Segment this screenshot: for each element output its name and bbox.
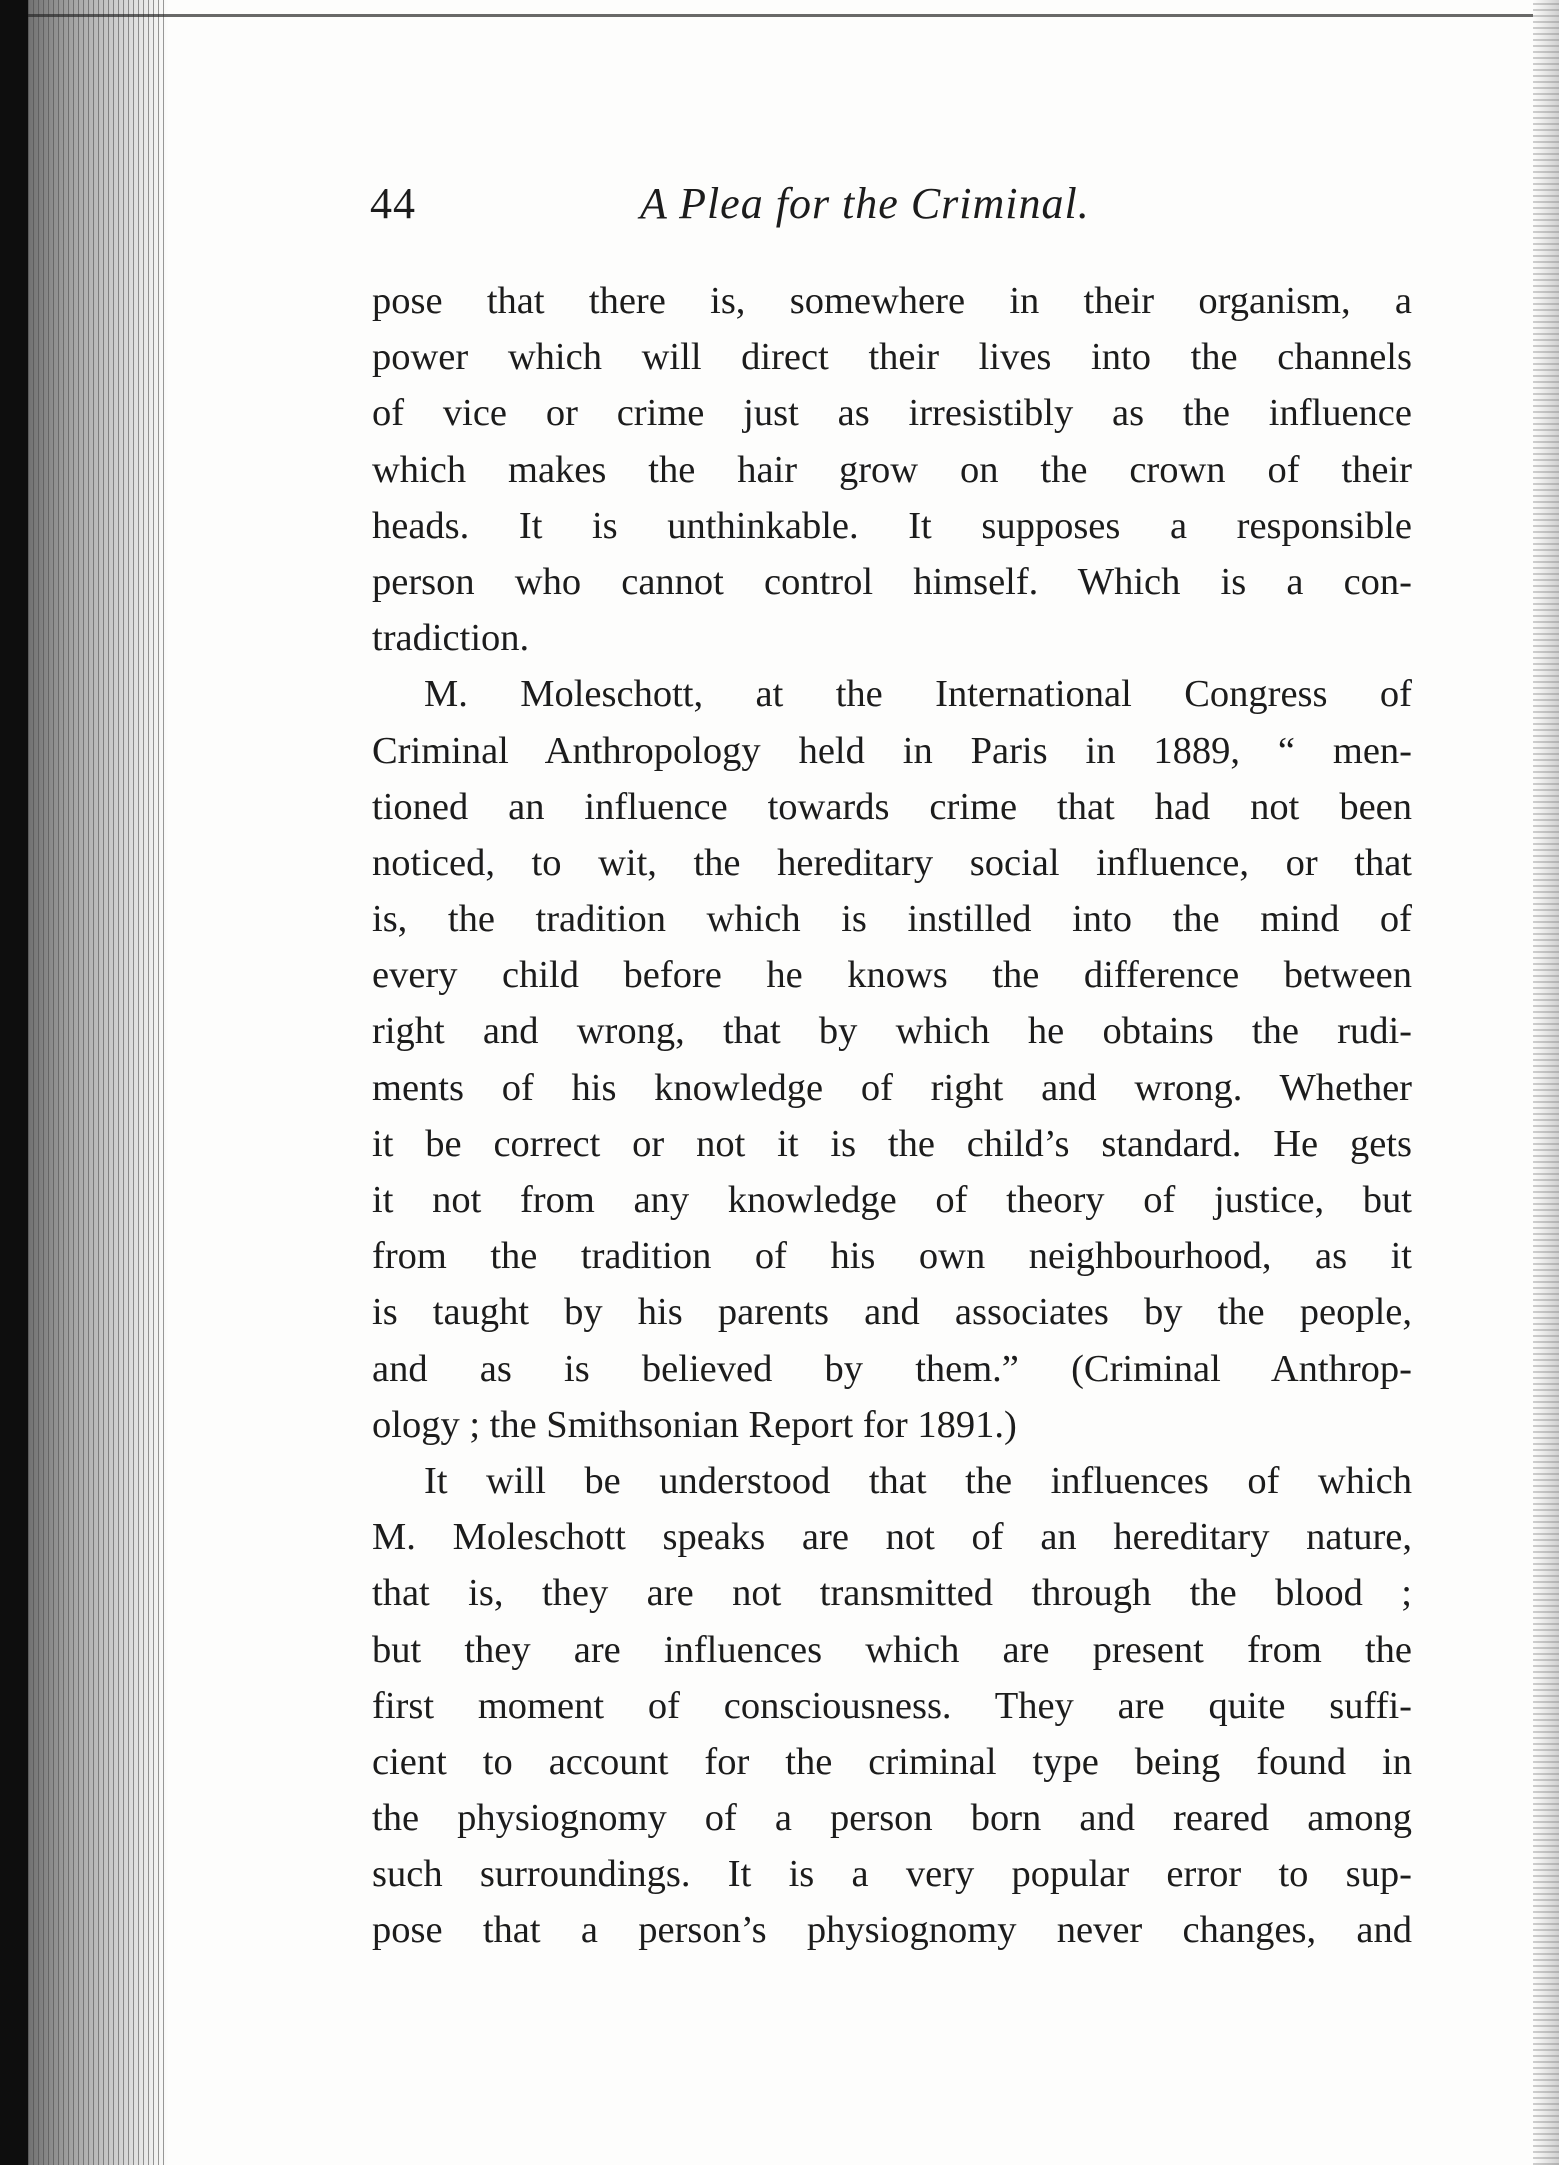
text-line: pose that there is, somewhere in their organism, a <box>372 280 1412 322</box>
text-line: but they are influences which are present from the <box>372 1628 1412 1671</box>
text-line: cient to account for the criminal type being found in <box>372 1740 1412 1783</box>
paragraph <box>372 1453 1412 1959</box>
body-text <box>372 273 1412 1959</box>
text-line: such surroundings. It is a very popular error to sup- <box>372 1853 1412 1896</box>
text-line: and as is believed by them.” (Criminal Anthrop- <box>372 1347 1412 1390</box>
text-line: the physiognomy of a person born and reared among <box>372 1797 1412 1840</box>
text-line: heads. It is unthinkable. It supposes a responsible <box>372 504 1412 547</box>
top-edge-rule <box>28 14 1533 17</box>
text-line: is, the tradition which is instilled into the mind of <box>372 898 1412 941</box>
running-header <box>370 178 1450 248</box>
text-line: power which will direct their lives into the channels <box>372 336 1412 379</box>
text-line: every child before he knows the difference between <box>372 954 1412 997</box>
text-line: right and wrong, that by which he obtains the rudi- <box>372 1010 1412 1053</box>
text-line: Criminal Anthropology held in Paris in 1889, “ men- <box>372 729 1412 772</box>
paragraph <box>372 273 1412 666</box>
text-line: person who cannot control himself. Which is a con- <box>372 560 1412 603</box>
text-line: It will be understood that the influences of which <box>424 1459 1412 1502</box>
text-line: M. Moleschott, at the International Congress of <box>424 673 1412 716</box>
text-line: which makes the hair grow on the crown of their <box>372 448 1412 491</box>
text-line: M. Moleschott speaks are not of an hereditary nature, <box>372 1516 1412 1559</box>
paragraph <box>372 666 1412 1453</box>
text-line: tradiction. <box>372 617 530 660</box>
text-line: noticed, to wit, the hereditary social influence, or that <box>372 841 1412 884</box>
running-title: A Plea for the Criminal. <box>640 179 1090 228</box>
page-edge <box>1533 0 1559 2165</box>
text-line: that is, they are not transmitted through the blood ; <box>372 1572 1412 1615</box>
text-line: it not from any knowledge of theory of justice, but <box>372 1179 1412 1221</box>
text-line: ology ; the Smithsonian Report for 1891.) <box>372 1403 1017 1446</box>
text-line: it be correct or not it is the child’s standard. He gets <box>372 1122 1412 1165</box>
page-gutter <box>28 0 168 2165</box>
text-line: tioned an influence towards crime that had not been <box>372 785 1412 828</box>
text-line: is taught by his parents and associates by the people, <box>372 1291 1412 1334</box>
text-line: ments of his knowledge of right and wrong. Whether <box>372 1066 1412 1109</box>
text-line: first moment of consciousness. They are quite suffi- <box>372 1684 1412 1727</box>
text-line: from the tradition of his own neighbourhood, as it <box>372 1235 1412 1278</box>
text-line: of vice or crime just as irresistibly as the influence <box>372 392 1412 435</box>
text-line: pose that a person’s physiognomy never changes, and <box>372 1909 1412 1952</box>
page-number: 44 <box>370 179 416 228</box>
book-spine <box>0 0 28 2165</box>
